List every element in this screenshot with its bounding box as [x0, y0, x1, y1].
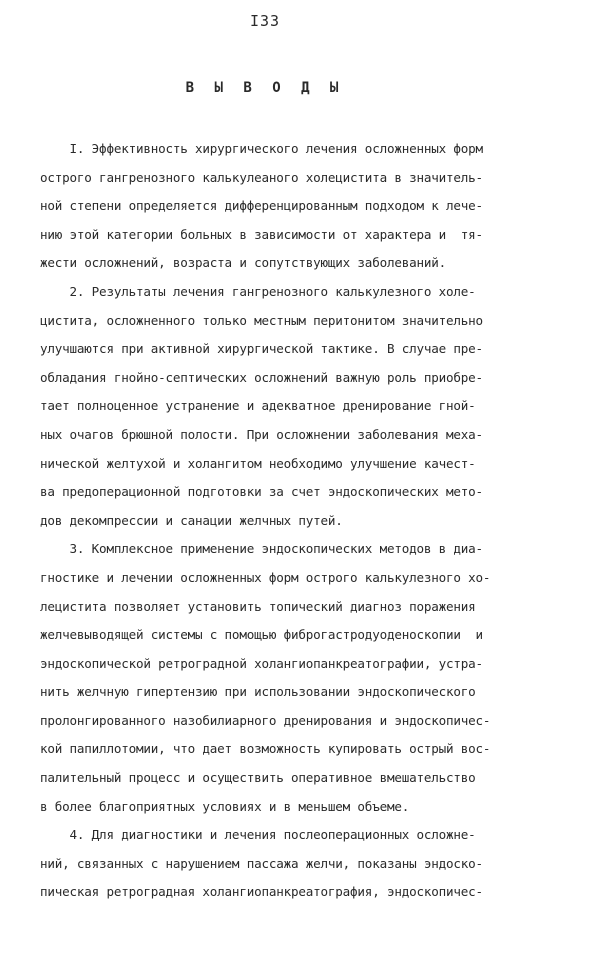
text-line: жести осложнений, возраста и сопутствующих заболеваний.: [40, 255, 447, 271]
text-line: желчевыводящей системы с помощью фиброгастродуоденоскопии и: [40, 627, 483, 643]
text-line: улучшаются при активной хирургической тактике. В случае пре-: [40, 341, 483, 357]
text-line: ных очагов брюшной полости. При осложнении заболевания меха-: [40, 426, 483, 442]
text-line: эндоскопической ретроградной холангиопанкреатографии, устра-: [40, 655, 483, 671]
text-line: 3. Комплексное применение эндоскопических методов в диа-: [40, 541, 483, 557]
text-line: нической желтухой и холангитом необходимо улучшение качест-: [40, 455, 476, 471]
text-line: обладания гнойно-септических осложнений важную роль приобре-: [40, 369, 483, 385]
body-text: [40, 135, 600, 907]
text-line: цистита, осложненного только местным перитонитом значительно: [40, 312, 483, 328]
page-number: I33: [249, 12, 281, 30]
text-line: нить желчную гипертензию при использовании эндоскопического: [40, 684, 476, 700]
text-line: палительный процесс и осуществить оперативное вмешательство: [40, 770, 476, 786]
text-line: ва предоперационной подготовки за счет эндоскопических мето-: [40, 484, 483, 500]
text-line: в более благоприятных условиях и в меньшем объеме.: [40, 798, 410, 814]
text-line: тает полноценное устранение и адекватное дренирование гной-: [40, 398, 476, 414]
text-line: кой папиллотомии, что дает возможность купировать острый вос-: [40, 741, 491, 757]
text-line: острого гангренозного калькулеаного холецистита в значитель-: [40, 169, 483, 185]
text-line: дов декомпрессии и санации желчных путей.: [40, 512, 343, 528]
text-line: 2. Результаты лечения гангренозного калькулезного холе-: [40, 283, 476, 299]
text-line: нию этой категории больных в зависимости от характера и тя-: [40, 226, 483, 242]
section-heading: В Ы В О Д Ы: [185, 80, 345, 96]
text-line: лецистита позволяет установить топический диагноз поражения: [40, 598, 476, 614]
text-line: 4. Для диагностики и лечения послеоперационных осложне-: [40, 827, 476, 843]
text-line: пролонгированного назобилиарного дренирования и эндоскопичес-: [40, 712, 491, 728]
text-line: ний, связанных с нарушением пассажа желчи, показаны эндоско-: [40, 855, 483, 871]
text-line: I. Эффективность хирургического лечения осложненных форм: [40, 141, 483, 156]
text-line: ной степени определяется дифференцированным подходом к лече-: [40, 198, 483, 214]
text-line: гностике и лечении осложненных форм острого калькулезного хо-: [40, 569, 491, 585]
text-line: пическая ретроградная холангиопанкреатография, эндоскопичес-: [40, 884, 483, 900]
